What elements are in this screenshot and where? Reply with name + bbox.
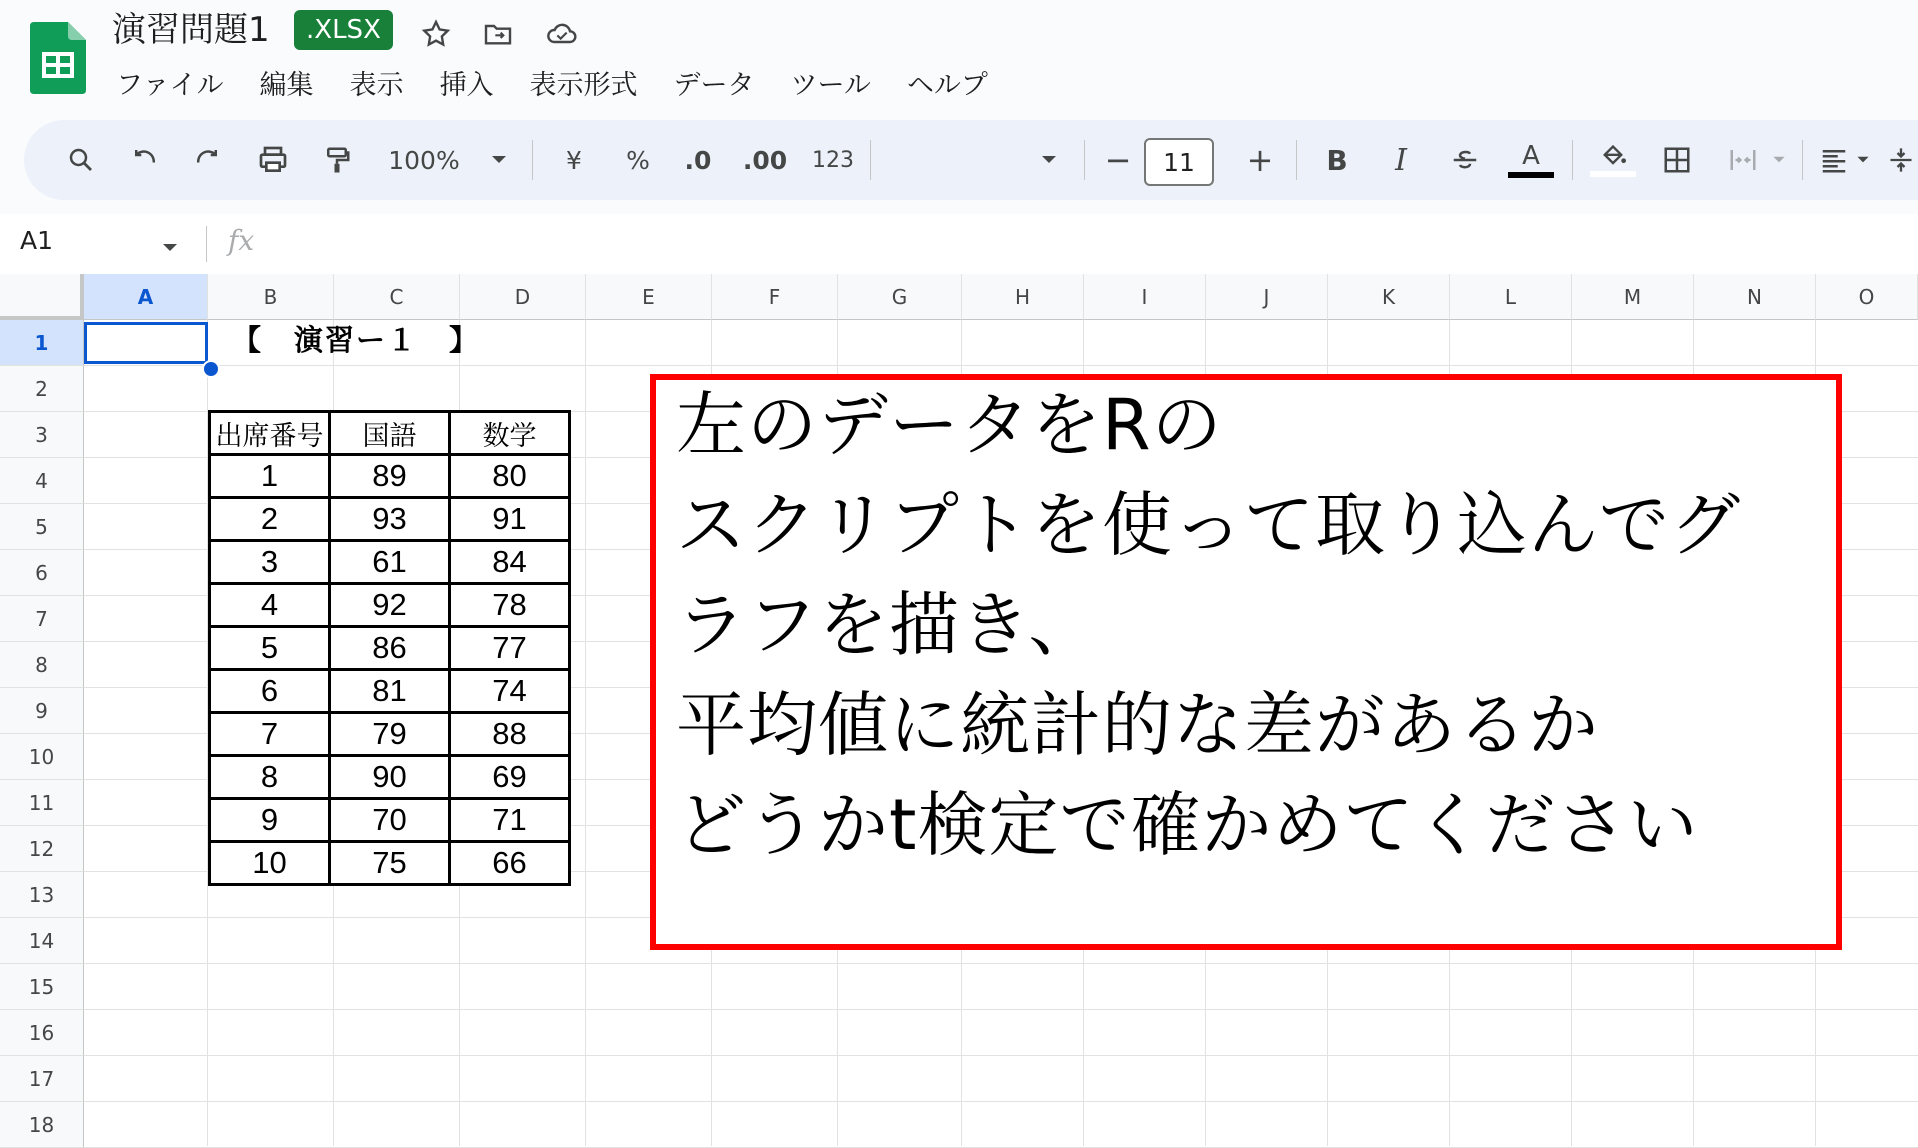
- bold-button[interactable]: B: [1326, 143, 1348, 177]
- menu-help[interactable]: ヘルプ: [906, 70, 988, 101]
- menu-edit[interactable]: 編集: [259, 70, 314, 101]
- select-all-corner[interactable]: [0, 274, 84, 320]
- undo-icon[interactable]: [122, 120, 168, 200]
- column-header-h[interactable]: H: [962, 274, 1084, 320]
- cell-math-score[interactable]: 71: [450, 799, 570, 842]
- column-header-f[interactable]: F: [712, 274, 838, 320]
- cell-student-no[interactable]: 2: [210, 498, 330, 541]
- row-header-11[interactable]: 11: [0, 780, 84, 826]
- cell-math-score[interactable]: 74: [450, 670, 570, 713]
- table-row: [210, 455, 570, 498]
- menu-bar: [116, 66, 1024, 106]
- menu-view[interactable]: 表示: [349, 70, 404, 101]
- row-header-13[interactable]: 13: [0, 872, 84, 918]
- row-header-2[interactable]: 2: [0, 366, 84, 412]
- column-header-n[interactable]: N: [1694, 274, 1816, 320]
- cell-student-no[interactable]: 7: [210, 713, 330, 756]
- decrease-font-size-button[interactable]: −: [1104, 141, 1132, 179]
- fx-label: fx: [228, 224, 255, 257]
- column-header-g[interactable]: G: [838, 274, 962, 320]
- font-size-input[interactable]: 11: [1144, 138, 1214, 186]
- title-cell-b1[interactable]: 【 演習ー１ 】: [232, 323, 481, 357]
- table-row: [210, 842, 570, 885]
- column-header-j[interactable]: J: [1206, 274, 1328, 320]
- zoom-select[interactable]: 100%: [388, 145, 460, 175]
- cell-math-score[interactable]: 69: [450, 756, 570, 799]
- note-line-1: 左のデータをRの: [676, 384, 1223, 466]
- cell-japanese-score[interactable]: 79: [330, 713, 450, 756]
- cell-japanese-score[interactable]: 89: [330, 455, 450, 498]
- merge-dropdown-icon[interactable]: [1768, 120, 1790, 200]
- document-title[interactable]: 演習問題1: [112, 10, 270, 50]
- cell-japanese-score[interactable]: 86: [330, 627, 450, 670]
- search-icon[interactable]: [58, 120, 104, 200]
- redo-icon[interactable]: [184, 120, 230, 200]
- column-header-o[interactable]: O: [1816, 274, 1918, 320]
- row-header-7[interactable]: 7: [0, 596, 84, 642]
- formula-bar: [0, 214, 1918, 275]
- cell-japanese-score[interactable]: 90: [330, 756, 450, 799]
- table-row: [210, 541, 570, 584]
- table-row: [210, 584, 570, 627]
- column-header-k[interactable]: K: [1328, 274, 1450, 320]
- cell-math-score[interactable]: 77: [450, 627, 570, 670]
- row-header-6[interactable]: 6: [0, 550, 84, 596]
- vertical-align-icon[interactable]: [1884, 120, 1918, 200]
- text-color-label: A: [1522, 141, 1540, 171]
- row-header-15[interactable]: 15: [0, 964, 84, 1010]
- align-dropdown-icon[interactable]: [1852, 120, 1874, 200]
- cell-student-no[interactable]: 5: [210, 627, 330, 670]
- increase-decimal-button[interactable]: .00: [742, 145, 788, 175]
- column-header-a[interactable]: A: [84, 274, 208, 320]
- active-cell-a1[interactable]: [84, 322, 208, 364]
- row-header-1[interactable]: 1: [0, 320, 84, 366]
- note-line-5: どうかt検定で確かめてください: [676, 784, 1699, 866]
- cell-student-no[interactable]: 6: [210, 670, 330, 713]
- cell-math-score[interactable]: 91: [450, 498, 570, 541]
- cell-student-no[interactable]: 8: [210, 756, 330, 799]
- cell-math-score[interactable]: 84: [450, 541, 570, 584]
- horizontal-align-icon[interactable]: [1814, 120, 1854, 200]
- move-folder-icon[interactable]: [480, 16, 516, 52]
- cell-student-no[interactable]: 10: [210, 842, 330, 885]
- column-header-i[interactable]: I: [1084, 274, 1206, 320]
- column-header-b[interactable]: B: [208, 274, 334, 320]
- table-row: [210, 756, 570, 799]
- column-header-l[interactable]: L: [1450, 274, 1572, 320]
- row-header-18[interactable]: 18: [0, 1102, 84, 1148]
- cloud-saved-icon[interactable]: [544, 16, 580, 52]
- header-japanese[interactable]: 国語: [330, 412, 450, 455]
- cell-student-no[interactable]: 9: [210, 799, 330, 842]
- cell-japanese-score[interactable]: 70: [330, 799, 450, 842]
- cell-japanese-score[interactable]: 92: [330, 584, 450, 627]
- row-header-16[interactable]: 16: [0, 1010, 84, 1056]
- cell-math-score[interactable]: 78: [450, 584, 570, 627]
- strikethrough-icon[interactable]: [1442, 120, 1488, 200]
- borders-icon[interactable]: [1654, 120, 1700, 200]
- menu-file[interactable]: ファイル: [116, 70, 224, 101]
- percent-format-button[interactable]: %: [626, 145, 650, 175]
- cell-japanese-score[interactable]: 81: [330, 670, 450, 713]
- note-line-4: 平均値に統計的な差があるか: [676, 684, 1599, 766]
- row-header-14[interactable]: 14: [0, 918, 84, 964]
- column-header-d[interactable]: D: [460, 274, 586, 320]
- note-line-3: ラフを描き、: [676, 584, 1100, 666]
- menu-tools[interactable]: ツール: [790, 70, 871, 101]
- paint-format-icon[interactable]: [314, 120, 360, 200]
- cell-japanese-score[interactable]: 93: [330, 498, 450, 541]
- currency-format-button[interactable]: ¥: [566, 145, 582, 175]
- row-header-8[interactable]: 8: [0, 642, 84, 688]
- name-box-dropdown-icon[interactable]: [162, 238, 178, 257]
- file-type-badge: .XLSX: [294, 10, 393, 50]
- zoom-dropdown-icon[interactable]: [484, 120, 514, 200]
- table-row: [210, 627, 570, 670]
- cell-japanese-score[interactable]: 75: [330, 842, 450, 885]
- row-header-9[interactable]: 9: [0, 688, 84, 734]
- score-table: [208, 410, 571, 886]
- cell-japanese-score[interactable]: 61: [330, 541, 450, 584]
- print-icon[interactable]: [250, 120, 296, 200]
- row-header-17[interactable]: 17: [0, 1056, 84, 1102]
- column-header-e[interactable]: E: [586, 274, 712, 320]
- cell-math-score[interactable]: 66: [450, 842, 570, 885]
- column-header-m[interactable]: M: [1572, 274, 1694, 320]
- table-row: [210, 498, 570, 541]
- cell-math-score[interactable]: 88: [450, 713, 570, 756]
- cell-student-no[interactable]: 1: [210, 455, 330, 498]
- column-header-c[interactable]: C: [334, 274, 460, 320]
- fill-color-icon[interactable]: [1588, 120, 1638, 200]
- app-header: [0, 0, 1918, 214]
- sheets-logo-icon[interactable]: [30, 22, 86, 94]
- menu-insert[interactable]: 挿入: [439, 70, 494, 101]
- text-color-button[interactable]: [1504, 120, 1558, 200]
- menu-format[interactable]: 表示形式: [529, 70, 638, 101]
- row-header-5[interactable]: 5: [0, 504, 84, 550]
- row-header-10[interactable]: 10: [0, 734, 84, 780]
- cell-student-no[interactable]: 3: [210, 541, 330, 584]
- table-row: [210, 799, 570, 842]
- row-header-12[interactable]: 12: [0, 826, 84, 872]
- name-box[interactable]: A1: [20, 226, 54, 255]
- cell-math-score[interactable]: 80: [450, 455, 570, 498]
- fill-handle[interactable]: [202, 360, 220, 378]
- table-header-row: [210, 412, 570, 455]
- row-header-3[interactable]: 3: [0, 412, 84, 458]
- menu-data[interactable]: データ: [673, 70, 755, 101]
- note-line-2: スクリプトを使って取り込んでグ: [676, 484, 1741, 566]
- header-math[interactable]: 数学: [450, 412, 570, 455]
- toolbar: [24, 120, 1918, 200]
- italic-button[interactable]: I: [1395, 142, 1407, 178]
- instruction-note: [650, 374, 1842, 950]
- font-family-dropdown-icon[interactable]: [1034, 120, 1064, 200]
- row-header-4[interactable]: 4: [0, 458, 84, 504]
- increase-font-size-button[interactable]: +: [1246, 141, 1274, 179]
- cell-student-no[interactable]: 4: [210, 584, 330, 627]
- header-student-no[interactable]: 出席番号: [210, 412, 330, 455]
- decrease-decimal-button[interactable]: .0: [684, 145, 712, 175]
- table-row: [210, 670, 570, 713]
- table-row: [210, 713, 570, 756]
- star-icon[interactable]: [418, 16, 454, 52]
- number-format-button[interactable]: 123: [812, 147, 854, 173]
- merge-cells-icon[interactable]: [1720, 120, 1766, 200]
